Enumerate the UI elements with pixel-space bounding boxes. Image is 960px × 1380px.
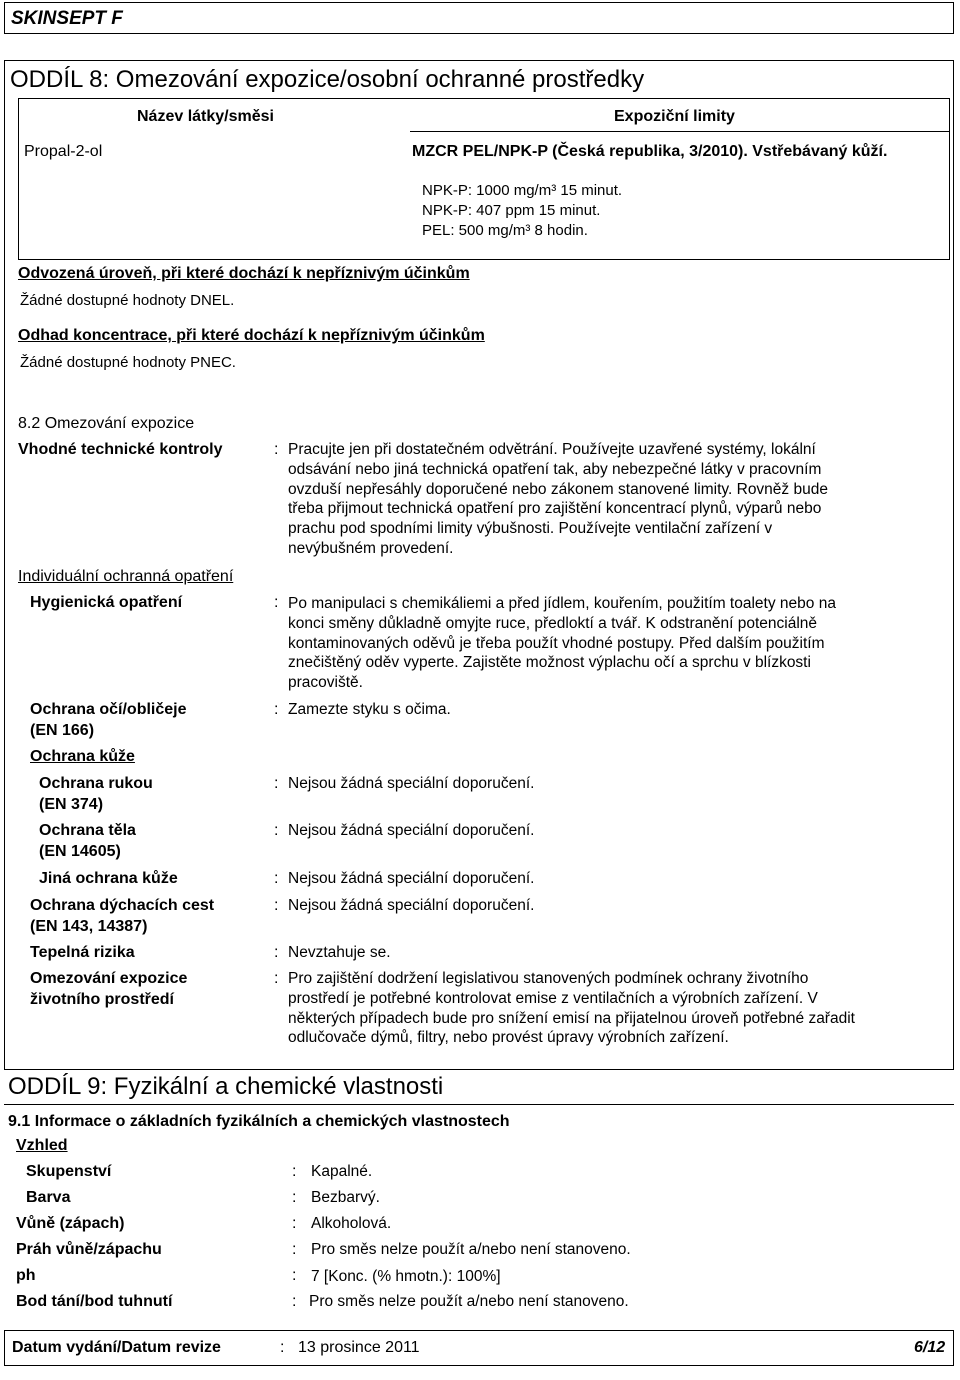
hand-protection-standard: (EN 374): [39, 796, 104, 813]
colon: :: [292, 1215, 297, 1232]
text-line: konci směny důkladně omyjte ruce, předloktí a tvář. K odstranění potenciálně: [288, 614, 818, 632]
subsection-9-1-title: 9.1 Informace o základních fyzikálních a chemických vlastnostech: [8, 1113, 510, 1130]
text-line: kontaminovaných oděvů je třeba použít vhodné postupy. Před dalším použitím: [288, 634, 825, 652]
colon: :: [292, 1189, 297, 1206]
limit-line: PEL: 500 mg/m³ 8 hodin.: [422, 222, 588, 239]
section-9-rule: [4, 1104, 954, 1105]
eye-protection-value: Zamezte styku s očima.: [288, 701, 451, 718]
table-header-limits: Expoziční limity: [614, 108, 735, 125]
body-protection-value: Nejsou žádná speciální doporučení.: [288, 822, 535, 839]
colon: :: [274, 944, 279, 961]
environmental-exposure-text: [288, 969, 952, 1048]
property-label: Barva: [26, 1189, 71, 1206]
text-line: nevýbušném provedení.: [288, 539, 454, 557]
text-line: odlučovače dýmů, filtry, nebo provést úpravy výrobních zařízení.: [288, 1029, 729, 1047]
respiratory-protection-standard: (EN 143, 14387): [30, 918, 148, 935]
property-label: Bod tání/bod tuhnutí: [16, 1293, 173, 1310]
property-value: Bezbarvý.: [311, 1189, 380, 1206]
environmental-exposure-label: Omezování expozice: [30, 970, 188, 987]
footer-date-value: 13 prosince 2011: [298, 1339, 420, 1356]
colon: :: [292, 1163, 297, 1180]
pnec-text: Žádné dostupné hodnoty PNEC.: [20, 354, 236, 371]
body-protection-standard: (EN 14605): [39, 843, 121, 860]
other-skin-protection-value: Nejsou žádná speciální doporučení.: [288, 870, 535, 887]
thermal-hazards-value: Nevztahuje se.: [288, 944, 391, 961]
property-value: Kapalné.: [311, 1163, 373, 1180]
text-line: Pracujte jen při dostatečném odvětrání. Používejte uzavřené systémy, lokální: [288, 441, 816, 458]
property-value: Pro směs nelze použít a/nebo není stanoveno.: [311, 1241, 631, 1258]
colon: :: [274, 970, 279, 987]
substance-name: Propal-2-ol: [24, 143, 103, 160]
subsection-8-2-title: 8.2 Omezování expozice: [18, 415, 195, 432]
pnec-heading: Odhad koncentrace, při které dochází k nepříznivým účinkům: [18, 327, 485, 344]
text-line: ovzduší nepřesáhly doporučené nebo zákonem stanovené limity. Rovněž bude: [288, 480, 828, 498]
technical-controls-label: Vhodné technické kontroly: [18, 441, 223, 458]
product-name: SKINSEPT F: [11, 8, 123, 29]
text-line: znečištěný oděv vyperte. Zajistěte možnost výplachu očí a sprchu v blízkosti: [288, 654, 811, 672]
section-8-title: ODDÍL 8: Omezování expozice/osobní ochranné prostředky: [10, 66, 645, 93]
limit-line: NPK-P: 1000 mg/m³ 15 minut.: [422, 182, 623, 199]
eye-protection-label: Ochrana očí/obličeje: [30, 701, 187, 718]
property-label: Práh vůně/zápachu: [16, 1241, 162, 1258]
property-label: ph: [16, 1267, 36, 1284]
limit-line: NPK-P: 407 ppm 15 minut.: [422, 202, 601, 219]
respiratory-protection-label: Ochrana dýchacích cest: [30, 897, 215, 914]
limits-heading: MZCR PEL/NPK-P (Česká republika, 3/2010). Vstřebávaný kůží.: [412, 143, 888, 160]
hygiene-label: Hygienická opatření: [30, 594, 183, 611]
body-protection-label: Ochrana těla: [39, 822, 136, 839]
hand-protection-label: Ochrana rukou: [39, 775, 153, 792]
technical-controls-text: [288, 440, 948, 559]
text-line: třeba přijmout technická opatření pro zajištění koncentrací plynů, výparů nebo: [288, 500, 822, 518]
text-line: Pro zajištění dodržení legislativou stanovených podmínek ochrany životního: [288, 970, 809, 987]
colon: :: [274, 775, 279, 792]
table-header-substance: Název látky/směsi: [137, 108, 274, 125]
colon: :: [292, 1267, 297, 1284]
text-line: Po manipulaci s chemikáliemi a před jídlem, kouřením, použitím toalety nebo na: [288, 595, 836, 612]
colon: :: [274, 594, 279, 611]
dnel-heading: Odvozená úroveň, při které dochází k nepříznivým účinkům: [18, 265, 470, 282]
colon: :: [274, 441, 279, 458]
eye-protection-standard: (EN 166): [30, 722, 95, 739]
text-line: některých případech bude pro snížení emisí na přijatelnou úroveň potřebné zařadit: [288, 1009, 855, 1027]
text-line: prostředí je potřebné kontrolovat emise z ventilačních a výrobních zařízení. V: [288, 989, 818, 1007]
colon: :: [280, 1339, 285, 1356]
dnel-text: Žádné dostupné hodnoty DNEL.: [20, 292, 235, 309]
text-line: odsávání nebo jiná technická opatření tak, aby nebezpečné látky v pracovním: [288, 460, 822, 478]
property-value: Pro směs nelze použít a/nebo není stanoveno.: [309, 1293, 629, 1310]
other-skin-protection-label: Jiná ochrana kůže: [39, 870, 178, 887]
environmental-exposure-label-2: životního prostředí: [30, 991, 174, 1008]
document-header: [4, 2, 954, 34]
respiratory-protection-value: Nejsou žádná speciální doporučení.: [288, 897, 535, 914]
property-value: 7 [Konc. (% hmotn.): 100%]: [311, 1268, 501, 1285]
colon: :: [274, 701, 279, 718]
footer-date-label: Datum vydání/Datum revize: [12, 1339, 221, 1356]
property-label: Skupenství: [26, 1163, 112, 1180]
colon: :: [292, 1241, 297, 1258]
table-header-divider: [410, 131, 950, 132]
skin-protection-heading: Ochrana kůže: [30, 748, 135, 765]
property-label: Vůně (zápach): [16, 1215, 125, 1232]
colon: :: [274, 897, 279, 914]
appearance-heading: Vzhled: [16, 1137, 68, 1154]
page-number: 6/12: [914, 1339, 946, 1356]
property-value: Alkoholová.: [311, 1215, 392, 1232]
text-line: prachu pod spodními limity výbušnosti. Používejte ventilační zařízení v: [288, 520, 773, 538]
ppe-heading: Individuální ochranná opatření: [18, 568, 234, 585]
thermal-hazards-label: Tepelná rizika: [30, 944, 135, 961]
hygiene-text: [288, 594, 948, 693]
colon: :: [274, 822, 279, 839]
colon: :: [292, 1293, 297, 1310]
text-line: pracoviště.: [288, 674, 363, 692]
section-9-title: ODDÍL 9: Fyzikální a chemické vlastnosti: [8, 1073, 444, 1100]
colon: :: [274, 870, 279, 887]
hand-protection-value: Nejsou žádná speciální doporučení.: [288, 775, 535, 792]
